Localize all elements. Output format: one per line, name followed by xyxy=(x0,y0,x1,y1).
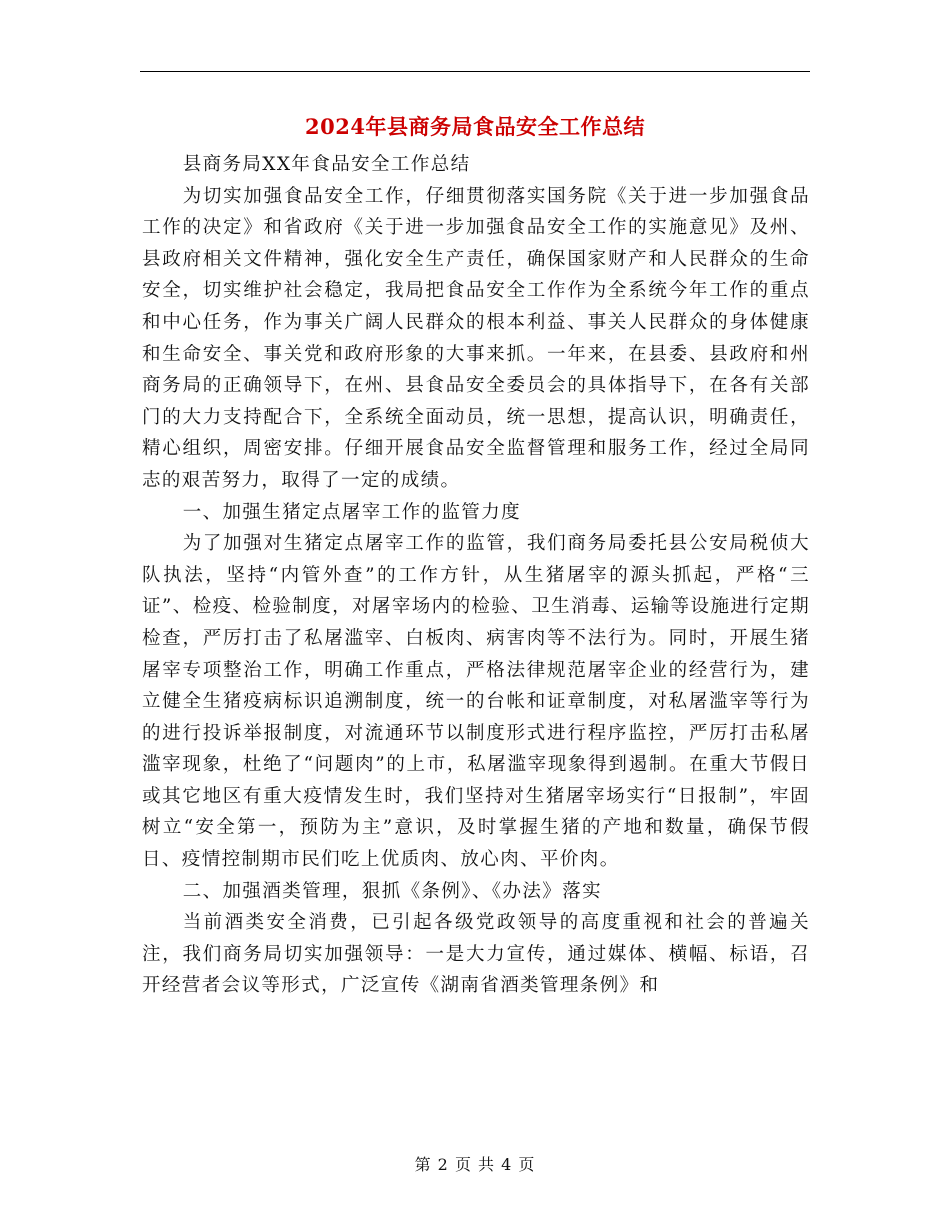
page-number-footer: 第 2 页 共 4 页 xyxy=(414,1155,536,1174)
paragraph-section-2: 当前酒类安全消费，已引起各级党政领导的高度重视和社会的普遍关注，我们商务局切实加强领导：一是大力宣传，通过媒体、横幅、标语，召开经营者会议等形式，广泛宣传《湖南省酒类管理条例》和 xyxy=(142,912,810,997)
paragraph-section-1: 为了加强对生猪定点屠宰工作的监管，我们商务局委托县公安局税侦大队执法，坚持“内管外查”的工作方针，从生猪屠宰的源头抓起，严格“三证”、检疫、检验制度，对屠宰场内的检验、卫生消毒、运输等设施进行定期检查，严厉打击了私屠滥宰、白板肉、病害肉等不法行为。同时，开展生猪屠宰专项整治工作，明确工作重点，严格法律规范屠宰企业的经营行为，建立健全生猪疫病标识追溯制度，统一的台帐和证章制度，对私屠滥宰等行为的进行投诉举报制度，对流通环节以制度形式进行程序监控，严厉打击私屠滥宰现象，杜绝了“问题肉”的上市，私屠滥宰现象得到遏制。在重大节假日或其它地区有重大疫情发生时，我们坚持对生猪屠宰场实行“日报制”，牢固树立“安全第一，预防为主”意识，及时掌握生猪的产地和数量，确保节假日、疫情控制期市民们吃上优质肉、放心肉、平价肉。 xyxy=(142,533,810,871)
section-heading-2: 二、加强酒类管理，狠抓《条例》、《办法》落实 xyxy=(182,880,602,902)
document-body xyxy=(142,149,810,1002)
document-title: 2024年县商务局食品安全工作总结 xyxy=(305,114,645,139)
paragraph-subtitle: 县商务局XX年食品安全工作总结 xyxy=(182,154,471,175)
header-rule xyxy=(140,71,810,72)
paragraph-intro: 为切实加强食品安全工作，仔细贯彻落实国务院《关于进一步加强食品工作的决定》和省政府《关于进一步加强食品安全工作的实施意见》及州、县政府相关文件精神，强化安全生产责任，确保国家财产和人民群众的生命安全，切实维护社会稳定，我局把食品安全工作作为全系统今年工作的重点和中心任务，作为事关广阔人民群众的根本利益、事关人民群众的身体健康和生命安全、事关党和政府形象的大事来抓。一年来，在县委、县政府和州商务局的正确领导下，在州、县食品安全委员会的具体指导下，在各有关部门的大力支持配合下，全系统全面动员，统一思想，提高认识，明确责任，精心组织，周密安排。仔细开展食品安全监督管理和服务工作，经过全局同志的艰苦努力，取得了一定的成绩。 xyxy=(142,185,810,491)
section-heading-1: 一、加强生猪定点屠宰工作的监管力度 xyxy=(182,501,521,523)
